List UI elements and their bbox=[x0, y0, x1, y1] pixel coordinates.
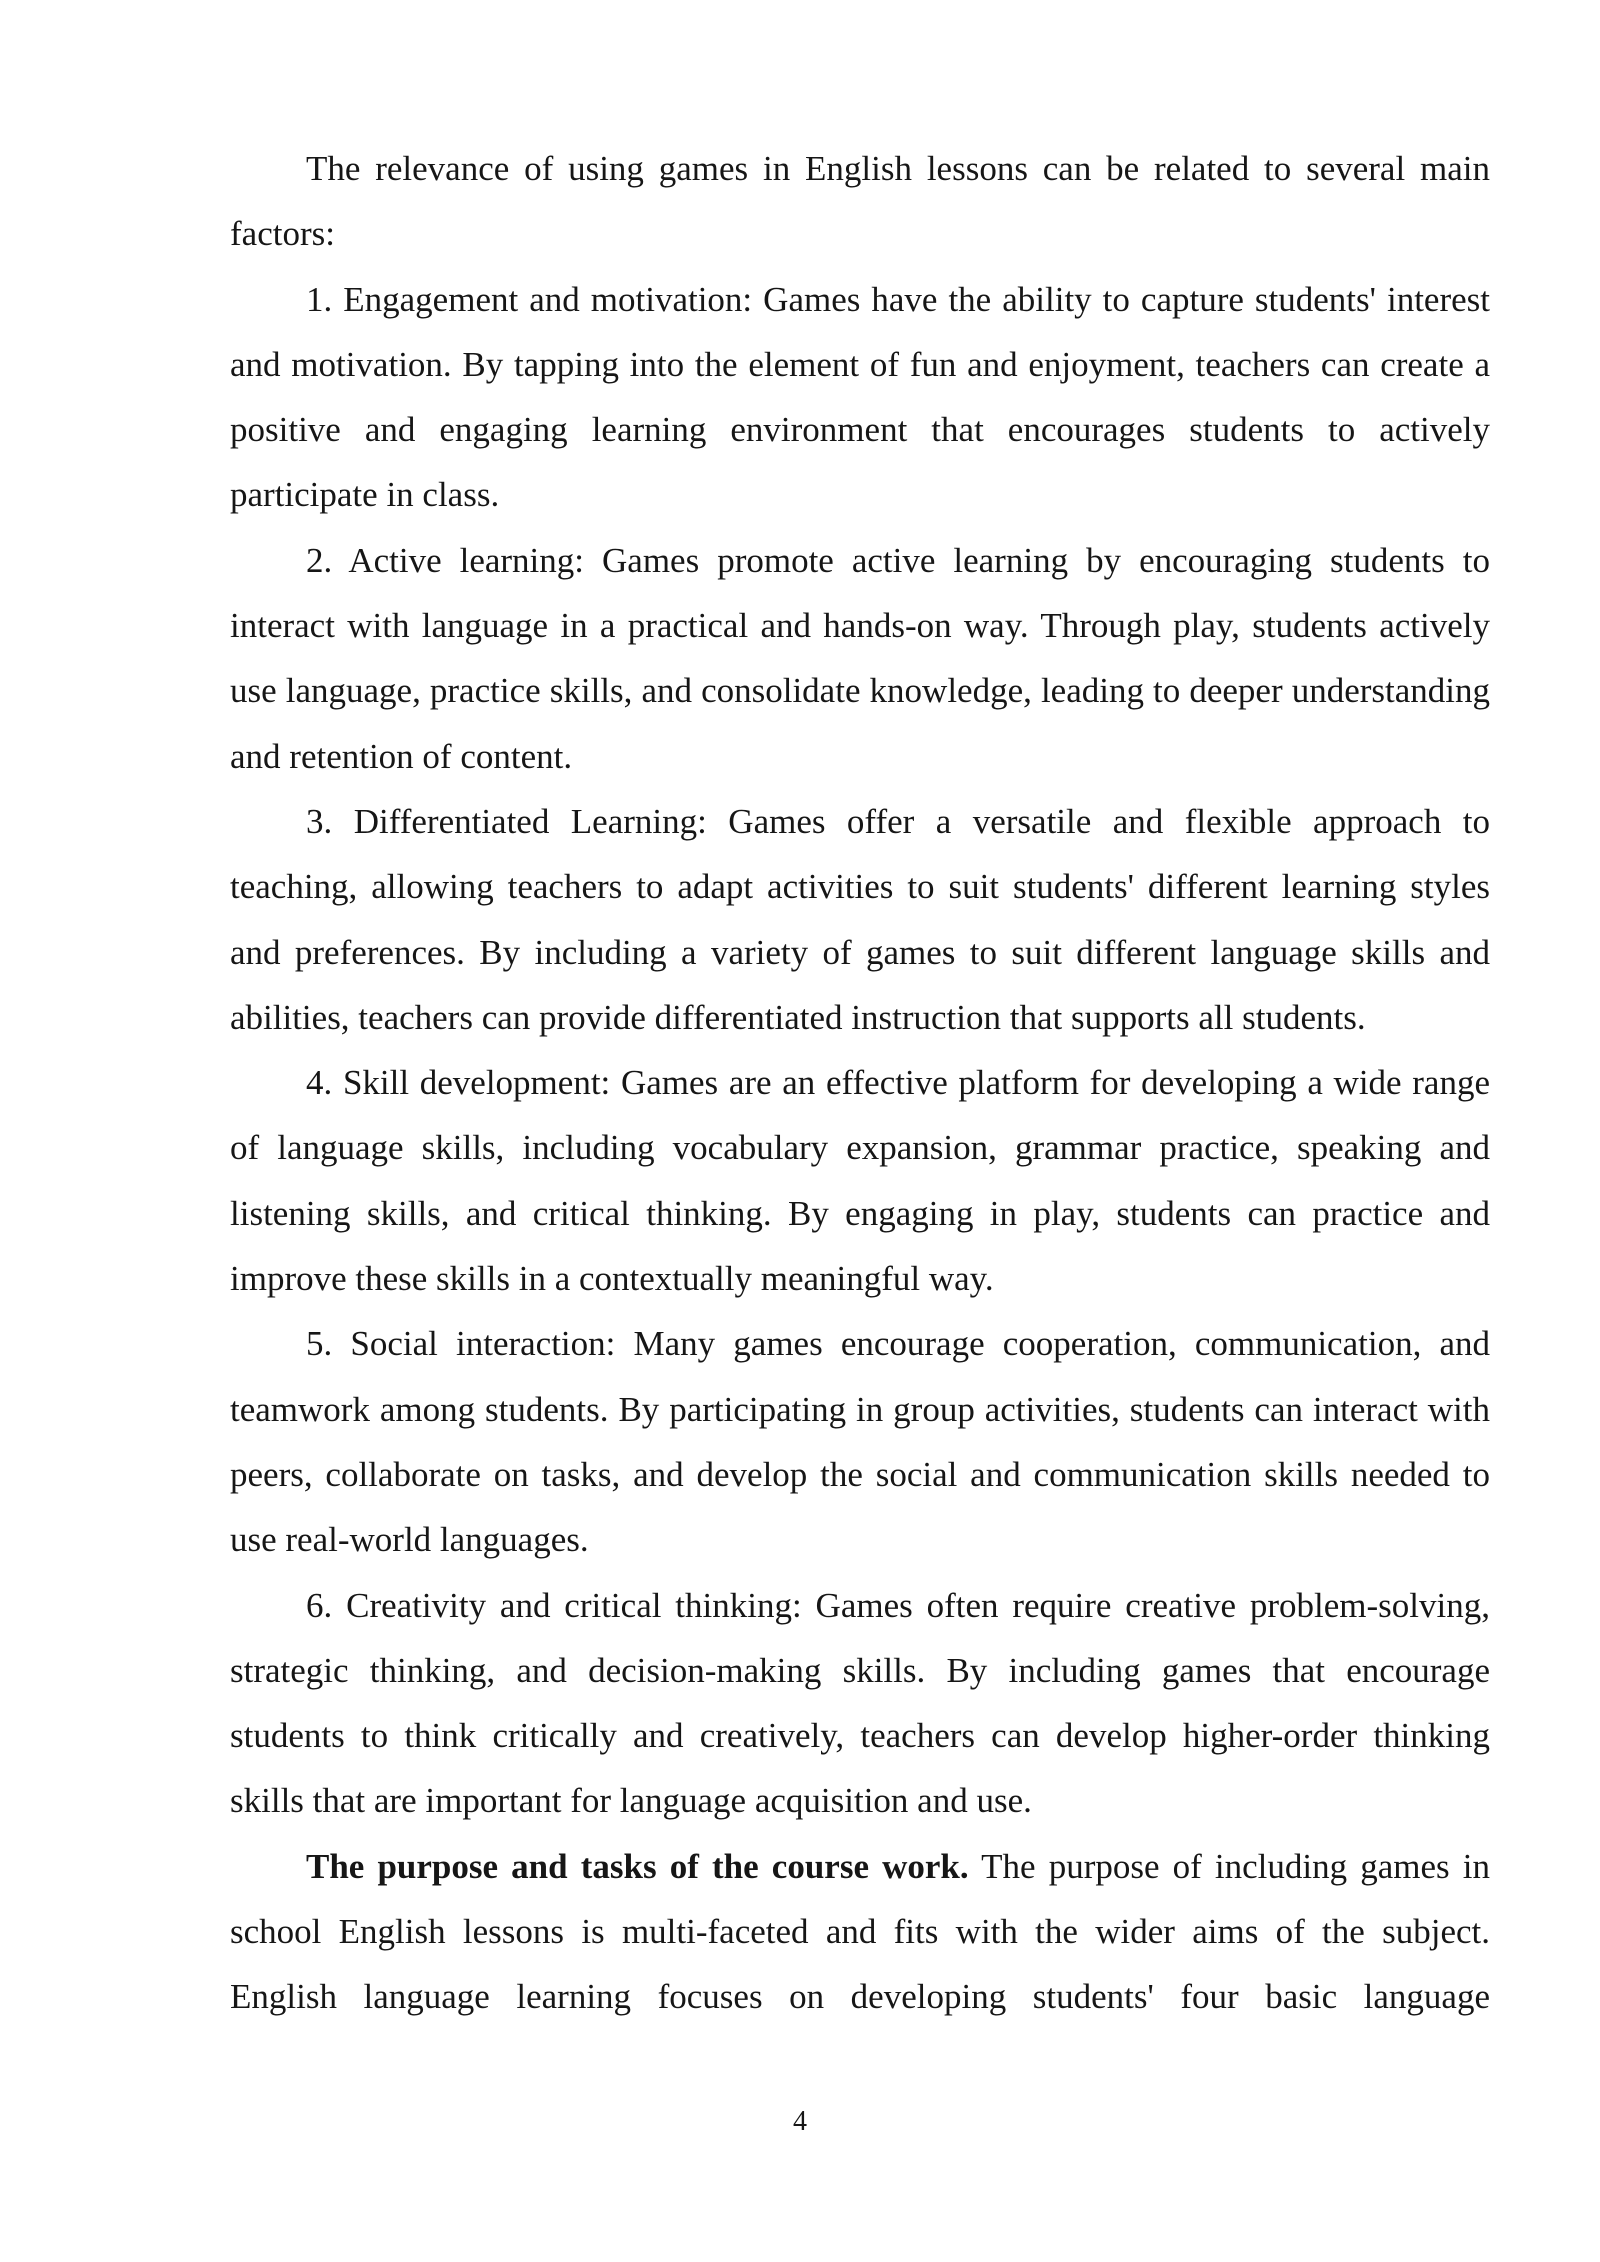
paragraph-purpose bbox=[230, 1834, 1490, 2030]
paragraph-engagement-motivation: 1. Engagement and motivation: Games have the ability to capture students' interest and motivation. By tapping into the element of fun and enjoyment, teachers can create a positive and engaging learning environment that encourages students to actively participate in class. bbox=[230, 279, 1490, 515]
paragraph-differentiated-learning: 3. Differentiated Learning: Games offer a versatile and flexible approach to teaching, allowing teachers to adapt activities to suit students' different learning styles and preferences. By including a variety of games to suit different language skills and abilities, teachers can provide differentiated instruction that supports all students. bbox=[230, 801, 1490, 1037]
page-number: 4 bbox=[793, 2106, 807, 2137]
purpose-text: The purpose of including games in school English lessons is multi-faceted and fits with the wider aims of the subject. English language learning focuses on developing students' four basic language bbox=[230, 1846, 1491, 2017]
paragraph-social-interaction: 5. Social interaction: Many games encourage cooperation, communication, and teamwork among students. By participating in group activities, students can interact with peers, collaborate on tasks, and develop the social and communication skills needed to use real-world languages. bbox=[230, 1324, 1490, 1560]
paragraph-intro: The relevance of using games in English lessons can be related to several main factors: bbox=[230, 149, 1490, 254]
body-text bbox=[230, 136, 1490, 2030]
paragraph-skill-development: 4. Skill development: Games are an effective platform for developing a wide range of language skills, including vocabulary expansion, grammar practice, speaking and listening skills, and critical thinking. By engaging in play, students can practice and improve these skills in a contextually meaningful way. bbox=[230, 1063, 1490, 1299]
paragraph-creativity-critical-thinking: 6. Creativity and critical thinking: Games often require creative problem-solving, strategic thinking, and decision-making skills. By including games that encourage students to think critically and creatively, teachers can develop higher-order thinking skills that are important for language acquisition and use. bbox=[230, 1585, 1490, 1821]
purpose-heading: The purpose and tasks of the course work. bbox=[306, 1846, 969, 1886]
paragraph-active-learning: 2. Active learning: Games promote active learning by encouraging students to interact with language in a practical and hands-on way. Through play, students actively use language, practice skills, and consolidate knowledge, leading to deeper understanding and retention of content. bbox=[230, 540, 1490, 776]
